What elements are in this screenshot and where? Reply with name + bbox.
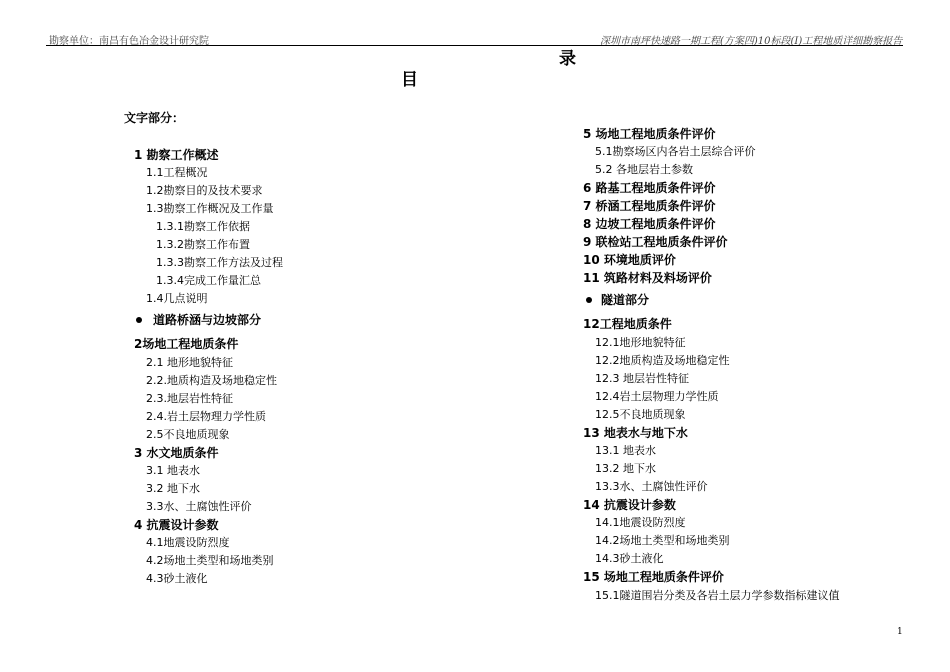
toc-entry: 12.2地质构造及场地稳定性 <box>595 354 730 367</box>
toc-title-part1: 录 <box>559 49 576 69</box>
toc-entry: 14.3砂土液化 <box>595 552 664 565</box>
toc-entry: 10 环境地质评价 <box>583 253 676 267</box>
toc-entry: 15.1隧道围岩分类及各岩土层力学参数指标建议值 <box>595 589 840 602</box>
toc-entry: 2.5不良地质现象 <box>146 428 230 441</box>
toc-entry: 12工程地质条件 <box>583 317 672 331</box>
toc-entry: 14.2场地土类型和场地类别 <box>595 534 730 547</box>
toc-entry: 3.2 地下水 <box>146 482 200 495</box>
toc-entry: 12.4岩土层物理力学性质 <box>595 390 719 403</box>
toc-entry: 2场地工程地质条件 <box>134 337 239 351</box>
toc-part-heading: 隧道部分 <box>601 293 650 307</box>
toc-entry: 11 筑路材料及料场评价 <box>583 271 712 285</box>
toc-entry: 3.3水、土腐蚀性评价 <box>146 500 252 513</box>
toc-entry: 1.3.4完成工作量汇总 <box>156 274 261 287</box>
toc-entry: 1.3.2勘察工作布置 <box>156 238 250 251</box>
toc-section-heading: 文字部分： <box>124 111 185 125</box>
bullet-icon <box>136 317 142 323</box>
toc-entry: 6 路基工程地质条件评价 <box>583 181 716 195</box>
toc-entry: 5 场地工程地质条件评价 <box>583 127 716 141</box>
toc-entry: 3.1 地表水 <box>146 464 200 477</box>
header-divider <box>46 45 903 46</box>
toc-entry: 9 联检站工程地质条件评价 <box>583 235 728 249</box>
toc-entry: 2.2.地质构造及场地稳定性 <box>146 374 277 387</box>
header-organization: 勘察单位：南昌有色冶金设计研究院 <box>49 36 209 47</box>
toc-entry: 1.3勘察工作概况及工作量 <box>146 202 274 215</box>
toc-entry: 4.3砂土液化 <box>146 572 208 585</box>
toc-entry: 15 场地工程地质条件评价 <box>583 570 724 584</box>
toc-entry: 4.1地震设防烈度 <box>146 536 230 549</box>
toc-entry: 1.3.3勘察工作方法及过程 <box>156 256 283 269</box>
toc-entry: 12.3 地层岩性特征 <box>595 372 689 385</box>
toc-part-heading: 道路桥涵与边坡部分 <box>153 313 262 327</box>
toc-entry: 2.4.岩土层物理力学性质 <box>146 410 266 423</box>
toc-entry: 1.1工程概况 <box>146 166 208 179</box>
toc-entry: 1.2勘察目的及技术要求 <box>146 184 263 197</box>
bullet-icon <box>586 297 592 303</box>
toc-entry: 13.2 地下水 <box>595 462 656 475</box>
page-number: 1 <box>897 627 903 637</box>
toc-entry: 1 勘察工作概述 <box>134 148 219 162</box>
toc-entry: 1.3.1勘察工作依据 <box>156 220 250 233</box>
toc-entry: 4 抗震设计参数 <box>134 518 219 532</box>
toc-entry: 1.4几点说明 <box>146 292 208 305</box>
toc-entry: 2.3.地层岩性特征 <box>146 392 233 405</box>
header-report-title: 深圳市南坪快速路一期工程(方案四)10标段(I)工程地质详细勘察报告 <box>600 36 903 47</box>
toc-entry: 5.2 各地层岩土参数 <box>595 163 693 176</box>
toc-entry: 14.1地震设防烈度 <box>595 516 686 529</box>
toc-entry: 3 水文地质条件 <box>134 446 219 460</box>
toc-entry: 13.1 地表水 <box>595 444 656 457</box>
toc-entry: 4.2场地土类型和场地类别 <box>146 554 274 567</box>
toc-entry: 12.1地形地貌特征 <box>595 336 686 349</box>
toc-entry: 8 边坡工程地质条件评价 <box>583 217 716 231</box>
toc-entry: 14 抗震设计参数 <box>583 498 676 512</box>
toc-entry: 13 地表水与地下水 <box>583 426 688 440</box>
toc-title-part2: 目 <box>401 70 418 90</box>
toc-entry: 7 桥涵工程地质条件评价 <box>583 199 716 213</box>
toc-entry: 2.1 地形地貌特征 <box>146 356 233 369</box>
toc-entry: 12.5不良地质现象 <box>595 408 686 421</box>
toc-entry: 5.1勘察场区内各岩土层综合评价 <box>595 145 756 158</box>
toc-entry: 13.3水、土腐蚀性评价 <box>595 480 708 493</box>
